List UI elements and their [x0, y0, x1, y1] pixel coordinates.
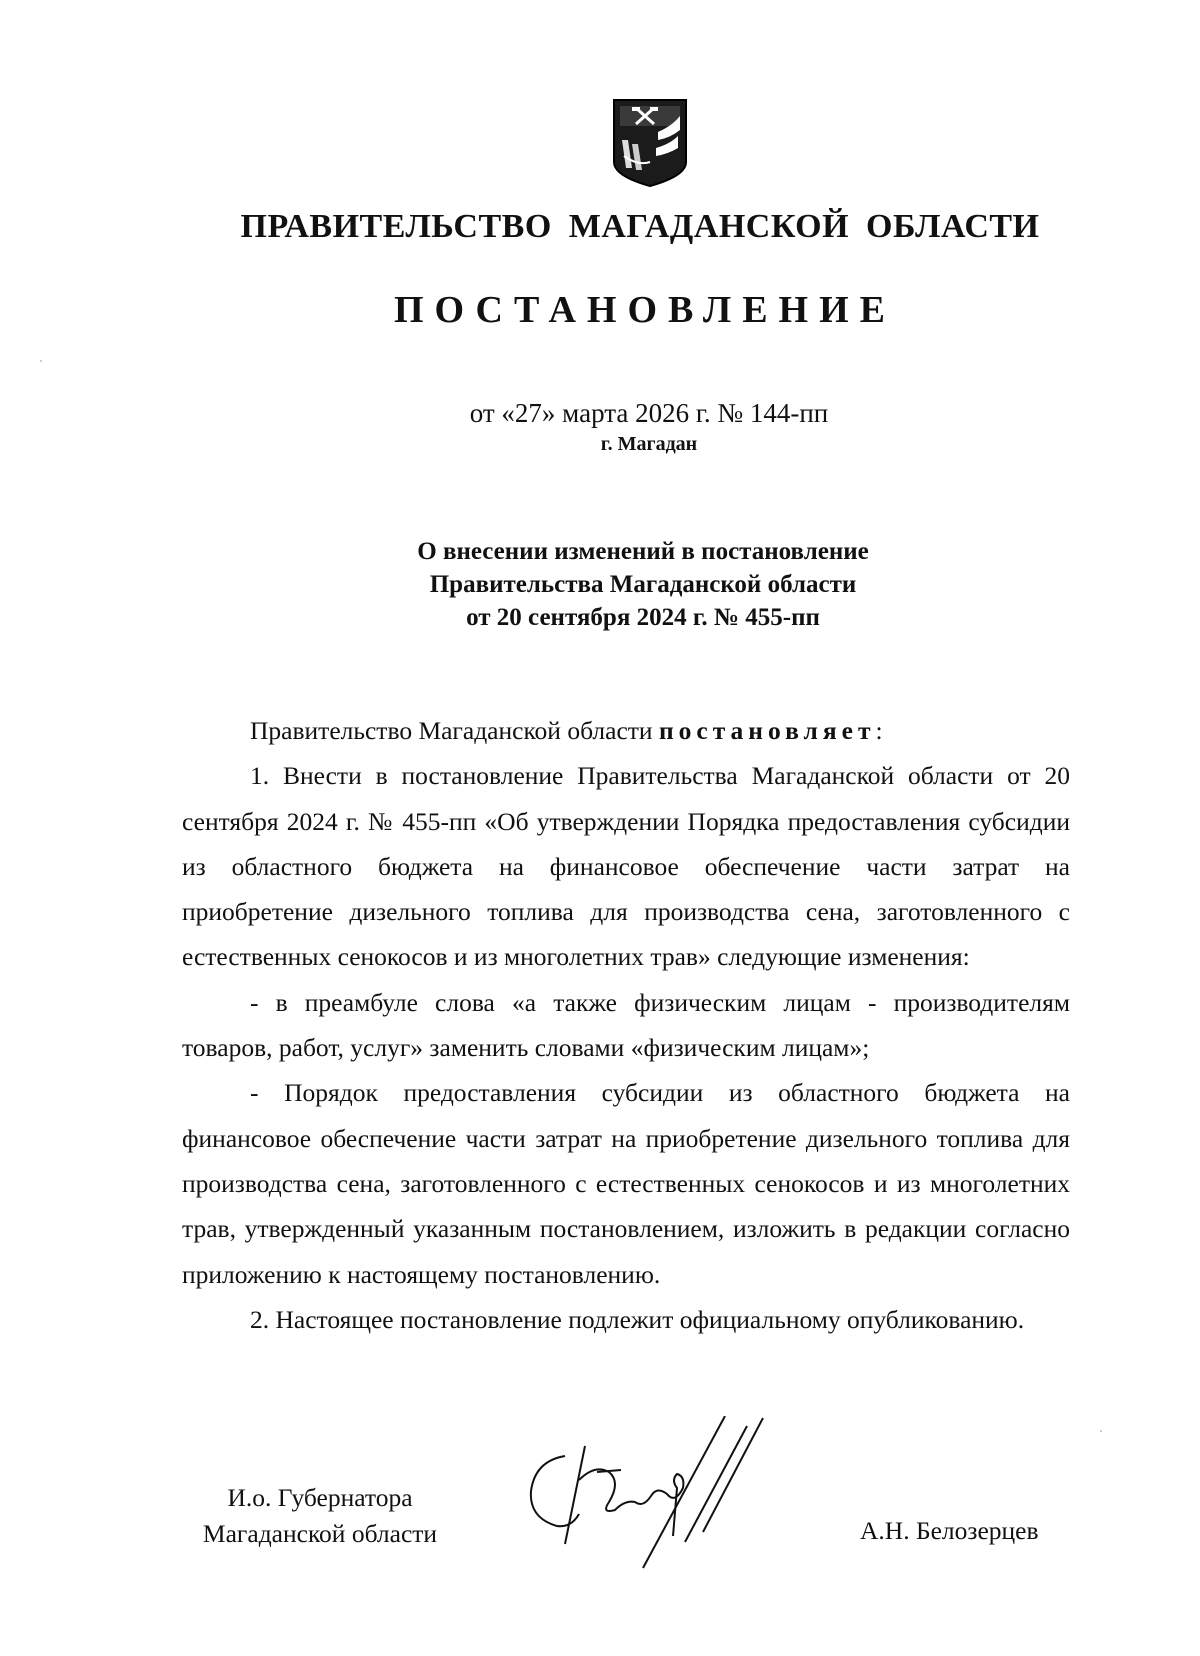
document-date-number: от «27» марта 2026 г. № 144-пп [469, 398, 829, 428]
item-1-paragraph: 1. Внести в постановление Правительства Магаданской области от 20 сентября 2024 г. № 455-пп «Об утверждении Порядка предоставления субсидии из областного бюджета на финансовое обеспечение части затрат на приобретение дизельного топлива для производства сена, заготовленного с естественных сенокосов и из многолетних трав» следующие изменения: [182, 761, 1070, 972]
scan-speck [1100, 1430, 1102, 1432]
organization-title: ПРАВИТЕЛЬСТВО МАГАДАНСКОЙ ОБЛАСТИ [240, 208, 1040, 245]
signatory-position [150, 1480, 490, 1552]
document-city: г. Магадан [600, 433, 698, 455]
signatory-position-line: Магаданской области [202, 1519, 438, 1548]
document-type-heading: ПОСТАНОВЛЕНИЕ [393, 289, 897, 331]
item-2-paragraph: 2. Настоящее постановление подлежит официальному опубликованию. [250, 1304, 1025, 1334]
preamble-verb: постановляет [658, 716, 876, 745]
preamble-colon: : [875, 716, 883, 745]
signatory-name: А.Н. Белозерцев [860, 1516, 1039, 1545]
item-1b-paragraph: - Порядок предоставления субсидии из областного бюджета на финансовое обеспечение части затрат на приобретение дизельного топлива для производства сена, заготовленного с естественных сенокосов и из многолетних трав, утвержденный указанным постановлением, изложить в редакции согласно приложению к настоящему постановлению. [182, 1078, 1070, 1289]
preamble-text: Правительство Магаданской области [250, 716, 659, 745]
document-body [182, 708, 1070, 1342]
handwritten-signature [525, 1416, 795, 1576]
item-1a-paragraph: - в преамбуле слова «а также физическим лицам - производителям товаров, работ, услуг» заменить словами «физическим лицам»; [182, 987, 1070, 1063]
signatory-position-line: И.о. Губернатора [227, 1483, 413, 1512]
document-subject [0, 535, 1200, 634]
coat-of-arms-icon [610, 96, 690, 190]
subject-line: О внесении изменений в постановление [417, 538, 869, 565]
preamble-paragraph [182, 708, 1070, 753]
scan-speck [40, 360, 42, 362]
subject-line: Правительства Магаданской области [429, 571, 857, 598]
subject-line: от 20 сентября 2024 г. № 455-пп [466, 604, 820, 631]
